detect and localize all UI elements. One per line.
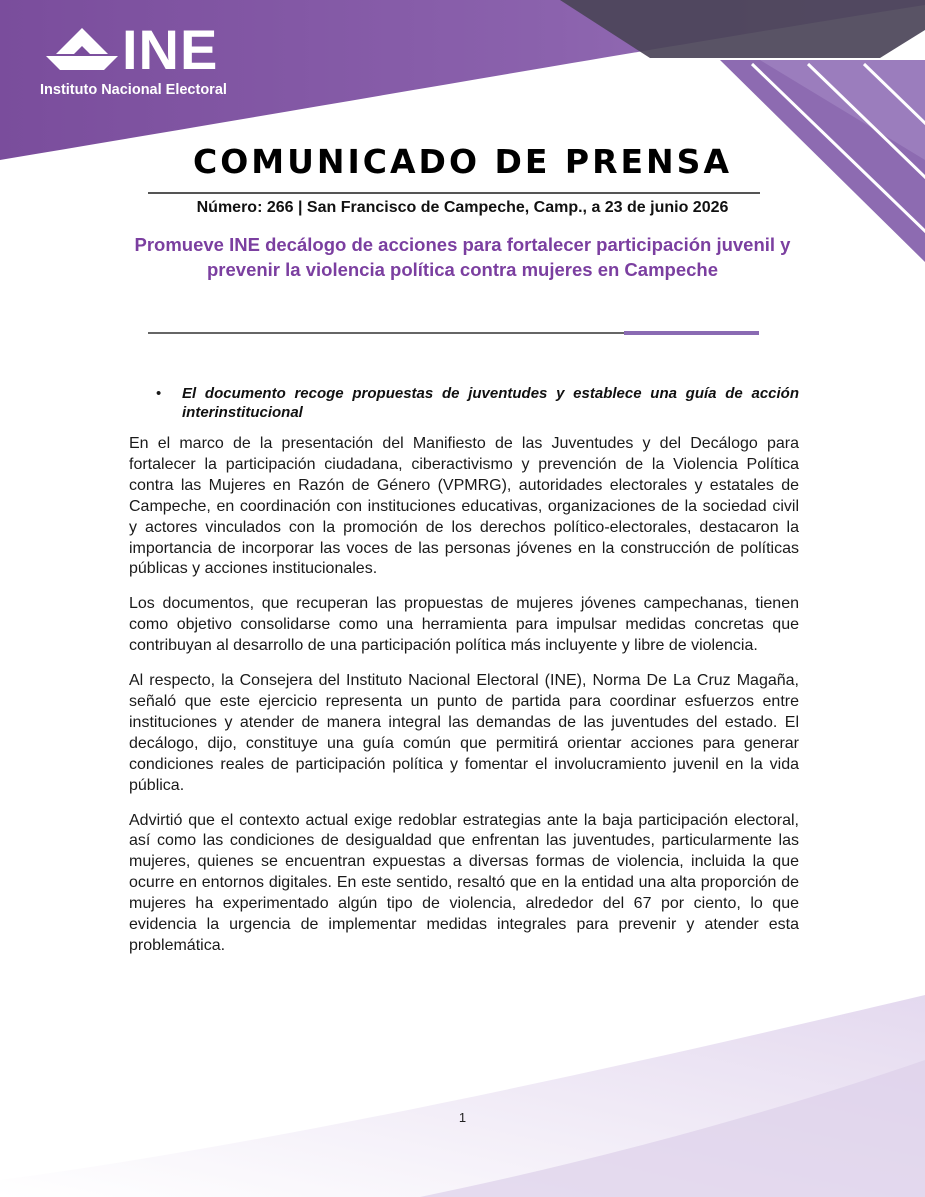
page-number: 1 <box>458 1110 467 1125</box>
section-divider-accent <box>624 331 759 335</box>
summary-bullet-text: El documento recoge propuestas de juventudes y establece una guía de acción interinstitucional <box>182 385 799 421</box>
section-divider <box>148 332 628 334</box>
paragraph: En el marco de la presentación del Manifiesto de las Juventudes y del Decálogo para fortalecer la participación ciudadana, ciberactivismo y prevención de la Violencia Política contra las Mujeres en Razón de Género (VPMRG), autoridades electorales y estatales de Campeche, en coordinación con instituciones educativas, organizaciones de la sociedad civil y actores vinculados con la promoción de los derechos político-electorales, destacaron la importancia de incorporar las voces de las personas jóvenes en la construcción de políticas públicas y acciones institucionales. <box>129 435 799 578</box>
bullet-marker: • <box>156 385 162 402</box>
press-release-meta: Número: 266 | San Francisco de Campeche, Camp., a 23 de junio 2026 <box>196 199 729 216</box>
paragraph: Los documentos, que recuperan las propuestas de mujeres jóvenes campechanas, tienen como objetivo consolidarse como una herramienta para impulsar medidas concretas que contribuyan al desarrollo de una participación política más incluyente y libre de violencia. <box>129 595 799 655</box>
summary-bullet <box>156 384 799 422</box>
headline: Promueve INE decálogo de acciones para fortalecer participación juvenil y prevenir la violencia política contra mujeres en Campeche <box>134 234 791 280</box>
page-title: COMUNICADO DE PRENSA <box>193 142 732 181</box>
paragraph: Al respecto, la Consejera del Instituto Nacional Electoral (INE), Norma De La Cruz Magaña, señaló que este ejercicio representa un punto de partida para coordinar esfuerzos entre instituciones y atender de manera integral las demandas de las juventudes del estado. El decálogo, dijo, constituye una guía común que permitirá orientar acciones para generar condiciones reales de participación política y fomentar el involucramiento juvenil en la vida pública. <box>129 672 799 794</box>
logo-subtitle: Instituto Nacional Electoral <box>40 82 227 98</box>
ine-logo-icon <box>42 26 122 74</box>
paragraph: Advirtió que el contexto actual exige redoblar estrategias ante la baja participación electoral, así como las condiciones de desigualdad que enfrentan las juventudes, particularmente las mujeres, quienes se encuentran expuestas a diversas formas de violencia, incluida la que ocurre en entornos digitales. En este sentido, resaltó que en la entidad una alta proporción de mujeres ha experimentado algún tipo de violencia, alrededor del 67 por ciento, lo que evidencia la urgencia de implementar medidas integrales para prevenir y atender esta problemática. <box>129 811 799 954</box>
header-divider <box>148 192 760 194</box>
logo-wordmark: INE <box>122 18 219 81</box>
article-body <box>129 434 799 971</box>
